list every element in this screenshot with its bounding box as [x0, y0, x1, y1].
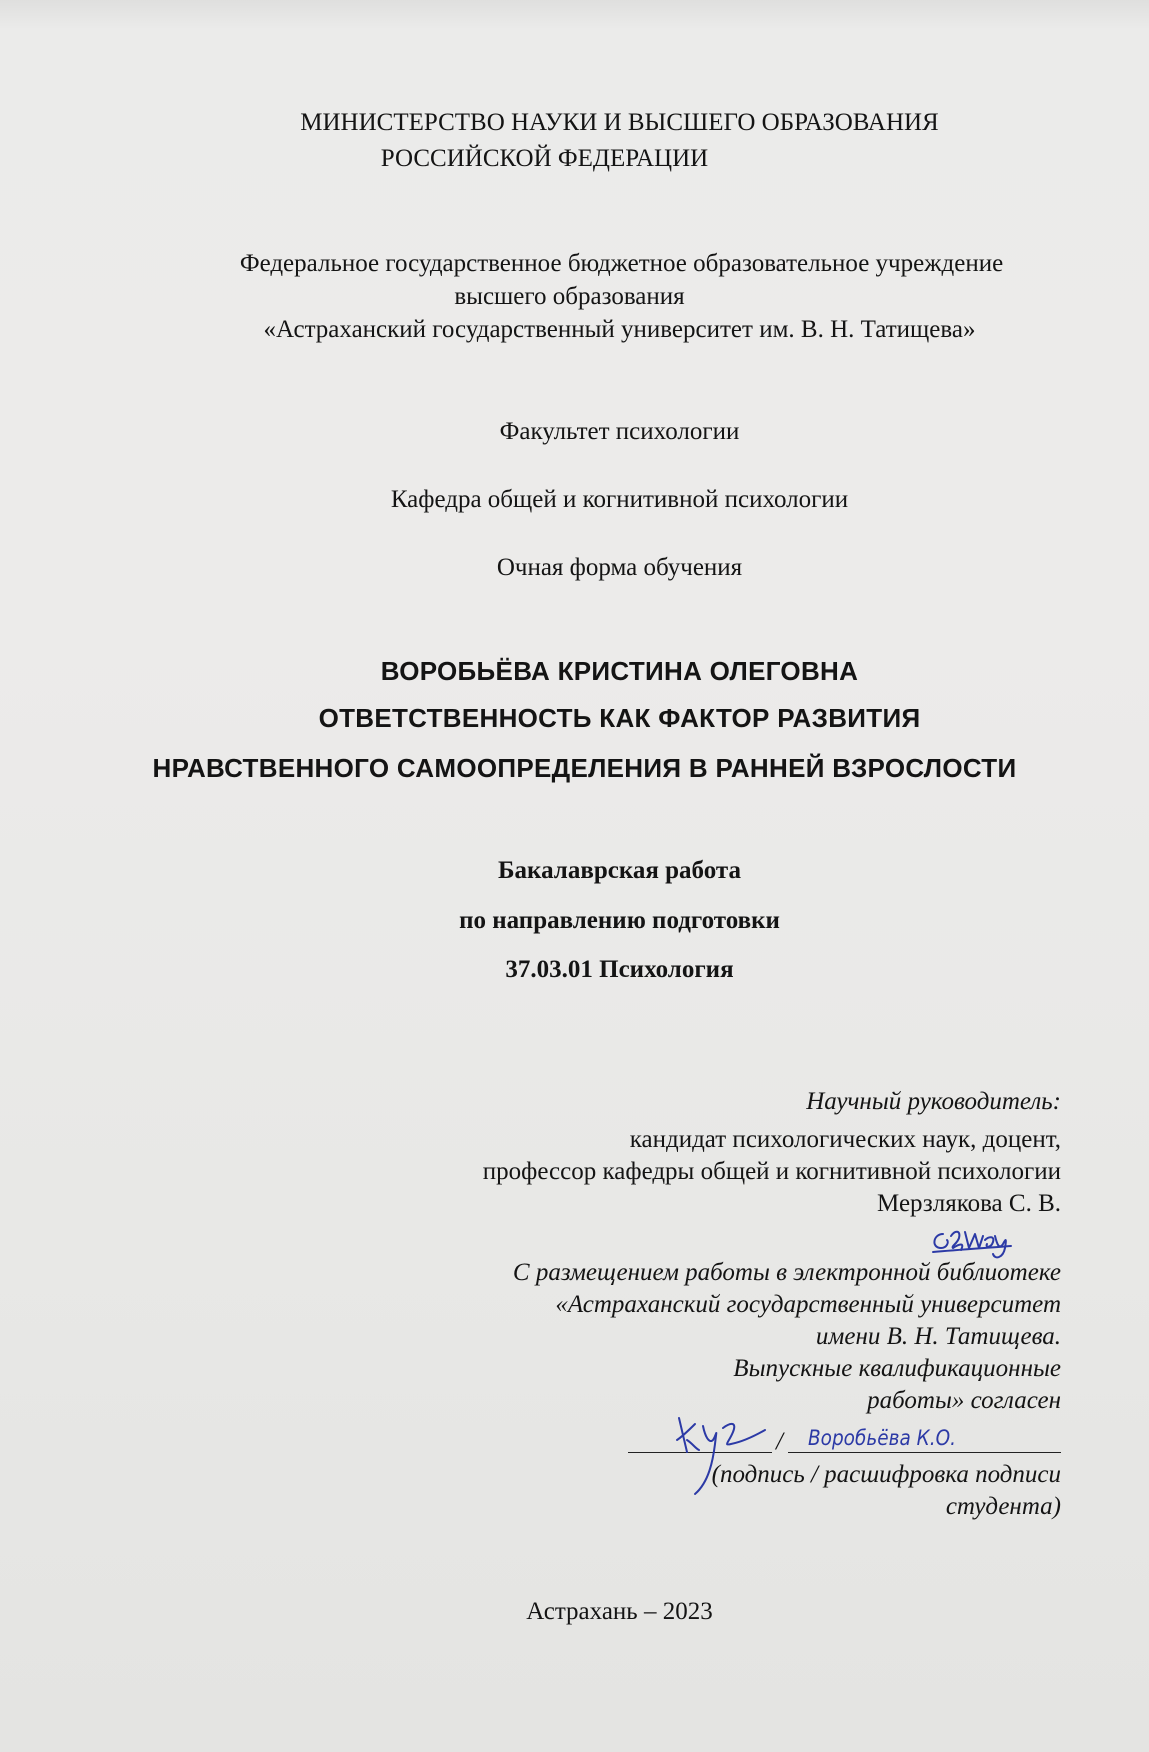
consent-line-5: работы» согласен	[867, 1387, 1061, 1414]
work-type: Бакалаврская работа	[498, 857, 741, 884]
consent-line-1: С размещением работы в электронной библиотеке	[512, 1259, 1061, 1286]
ministry-line-2: РОССИЙСКОЙ ФЕДЕРАЦИИ	[380, 145, 709, 172]
student-name-handwriting-text: Воробьёва К.О.	[808, 1426, 956, 1450]
student-name-handwriting	[804, 1420, 964, 1456]
faculty: Факультет психологии	[499, 418, 740, 445]
thesis-title-line-1: ОТВЕТСТВЕННОСТЬ КАК ФАКТОР РАЗВИТИЯ	[318, 703, 921, 733]
study-direction: 37.03.01 Психология	[505, 956, 734, 983]
signature-separator: /	[776, 1428, 783, 1455]
paper-shadow	[0, 0, 1149, 30]
author-name: ВОРОБЬЁВА КРИСТИНА ОЛЕГОВНА	[380, 656, 859, 686]
study-form: Очная форма обучения	[496, 554, 743, 581]
department: Кафедра общей и когнитивной психологии	[390, 486, 849, 513]
thesis-title-line-2: НРАВСТВЕННОГО САМООПРЕДЕЛЕНИЯ В РАННЕЙ ВЗРОСЛОСТИ	[152, 753, 1017, 783]
institution-line-3: «Астраханский государственный университет им. В. Н. Татищева»	[263, 316, 976, 343]
city-year: Астрахань – 2023	[526, 1598, 713, 1625]
institution-line-2: высшего образования	[454, 283, 685, 310]
consent-line-3: имени В. Н. Татищева.	[815, 1323, 1061, 1350]
supervisor-position: профессор кафедры общей и когнитивной психологии	[482, 1158, 1061, 1185]
supervisor-degree: кандидат психологических наук, доцент,	[629, 1126, 1061, 1153]
study-direction-label: по направлению подготовки	[459, 907, 780, 934]
ministry-line-1: МИНИСТЕРСТВО НАУКИ И ВЫСШЕГО ОБРАЗОВАНИЯ	[300, 109, 939, 136]
signature-caption-1: (подпись / расшифровка подписи	[711, 1461, 1061, 1488]
supervisor-signature	[925, 1214, 1015, 1264]
signature-caption-2: студента)	[945, 1493, 1061, 1520]
supervisor-name: Мерзлякова С. В.	[877, 1190, 1061, 1217]
consent-line-4: Выпускные квалификационные	[733, 1355, 1061, 1382]
supervisor-label: Научный руководитель:	[806, 1088, 1061, 1115]
institution-line-1: Федеральное государственное бюджетное образовательное учреждение	[239, 250, 1004, 277]
consent-line-2: «Астраханский государственный университет	[555, 1291, 1061, 1318]
